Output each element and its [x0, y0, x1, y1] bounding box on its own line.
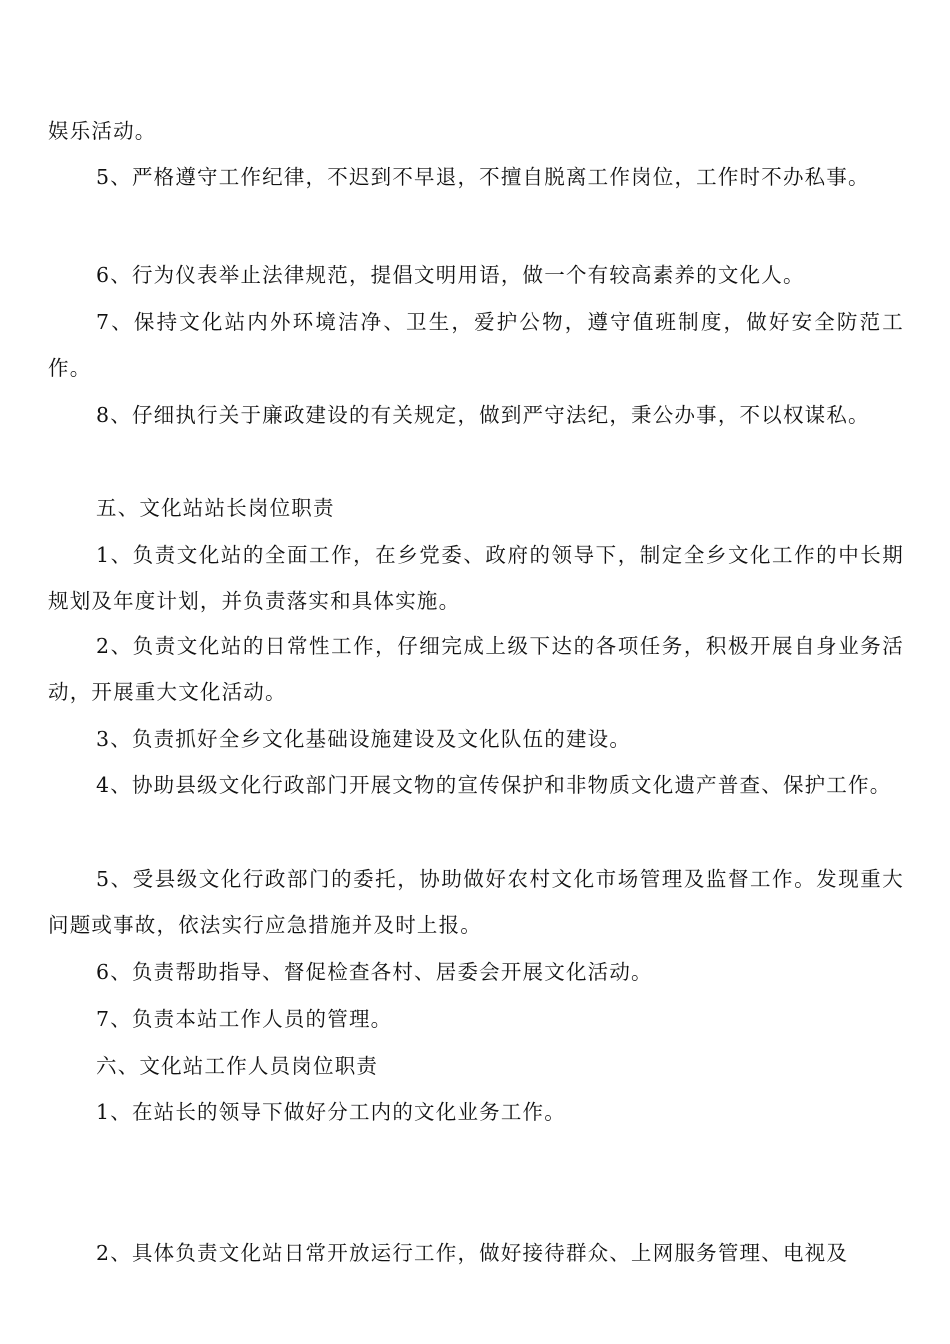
section-heading-5: 五、文化站站长岗位职责	[96, 496, 335, 520]
paragraph-duty-3: 3、负责抓好全乡文化基础设施建设及文化队伍的建设。	[96, 727, 632, 751]
paragraph-staff-duty-2: 2、具体负责文化站日常开放运行工作，做好接待群众、上网服务管理、电视及	[96, 1241, 849, 1265]
paragraph-duty-5: 5、受县级文化行政部门的委托，协助做好农村文化市场管理及监督工作。发现重大问题或事故，依法实行应急措施并及时上报。	[48, 867, 904, 937]
paragraph-rule-8: 8、仔细执行关于廉政建设的有关规定，做到严守法纪，秉公办事，不以权谋私。	[96, 403, 870, 427]
paragraph-duty-4: 4、协助县级文化行政部门开展文物的宣传保护和非物质文化遗产普查、保护工作。	[96, 773, 892, 797]
paragraph-rule-7: 7、保持文化站内外环境洁净、卫生，爱护公物，遵守值班制度，做好安全防范工作。	[48, 310, 904, 380]
paragraph-staff-duty-1: 1、在站长的领导下做好分工内的文化业务工作。	[96, 1100, 566, 1124]
paragraph-continuation: 娱乐活动。	[48, 119, 157, 143]
paragraph-duty-6: 6、负责帮助指导、督促检查各村、居委会开展文化活动。	[96, 960, 653, 984]
paragraph-duty-2: 2、负责文化站的日常性工作，仔细完成上级下达的各项任务，积极开展自身业务活动，开展重大文化活动。	[48, 634, 904, 704]
section-heading-6: 六、文化站工作人员岗位职责	[96, 1054, 379, 1078]
paragraph-rule-5: 5、严格遵守工作纪律，不迟到不早退，不擅自脱离工作岗位，工作时不办私事。	[96, 165, 870, 189]
paragraph-rule-6: 6、行为仪表举止法律规范，提倡文明用语，做一个有较高素养的文化人。	[96, 263, 805, 287]
paragraph-duty-7: 7、负责本站工作人员的管理。	[96, 1007, 393, 1031]
paragraph-duty-1: 1、负责文化站的全面工作，在乡党委、政府的领导下，制定全乡文化工作的中长期规划及年度计划，并负责落实和具体实施。	[48, 543, 904, 613]
